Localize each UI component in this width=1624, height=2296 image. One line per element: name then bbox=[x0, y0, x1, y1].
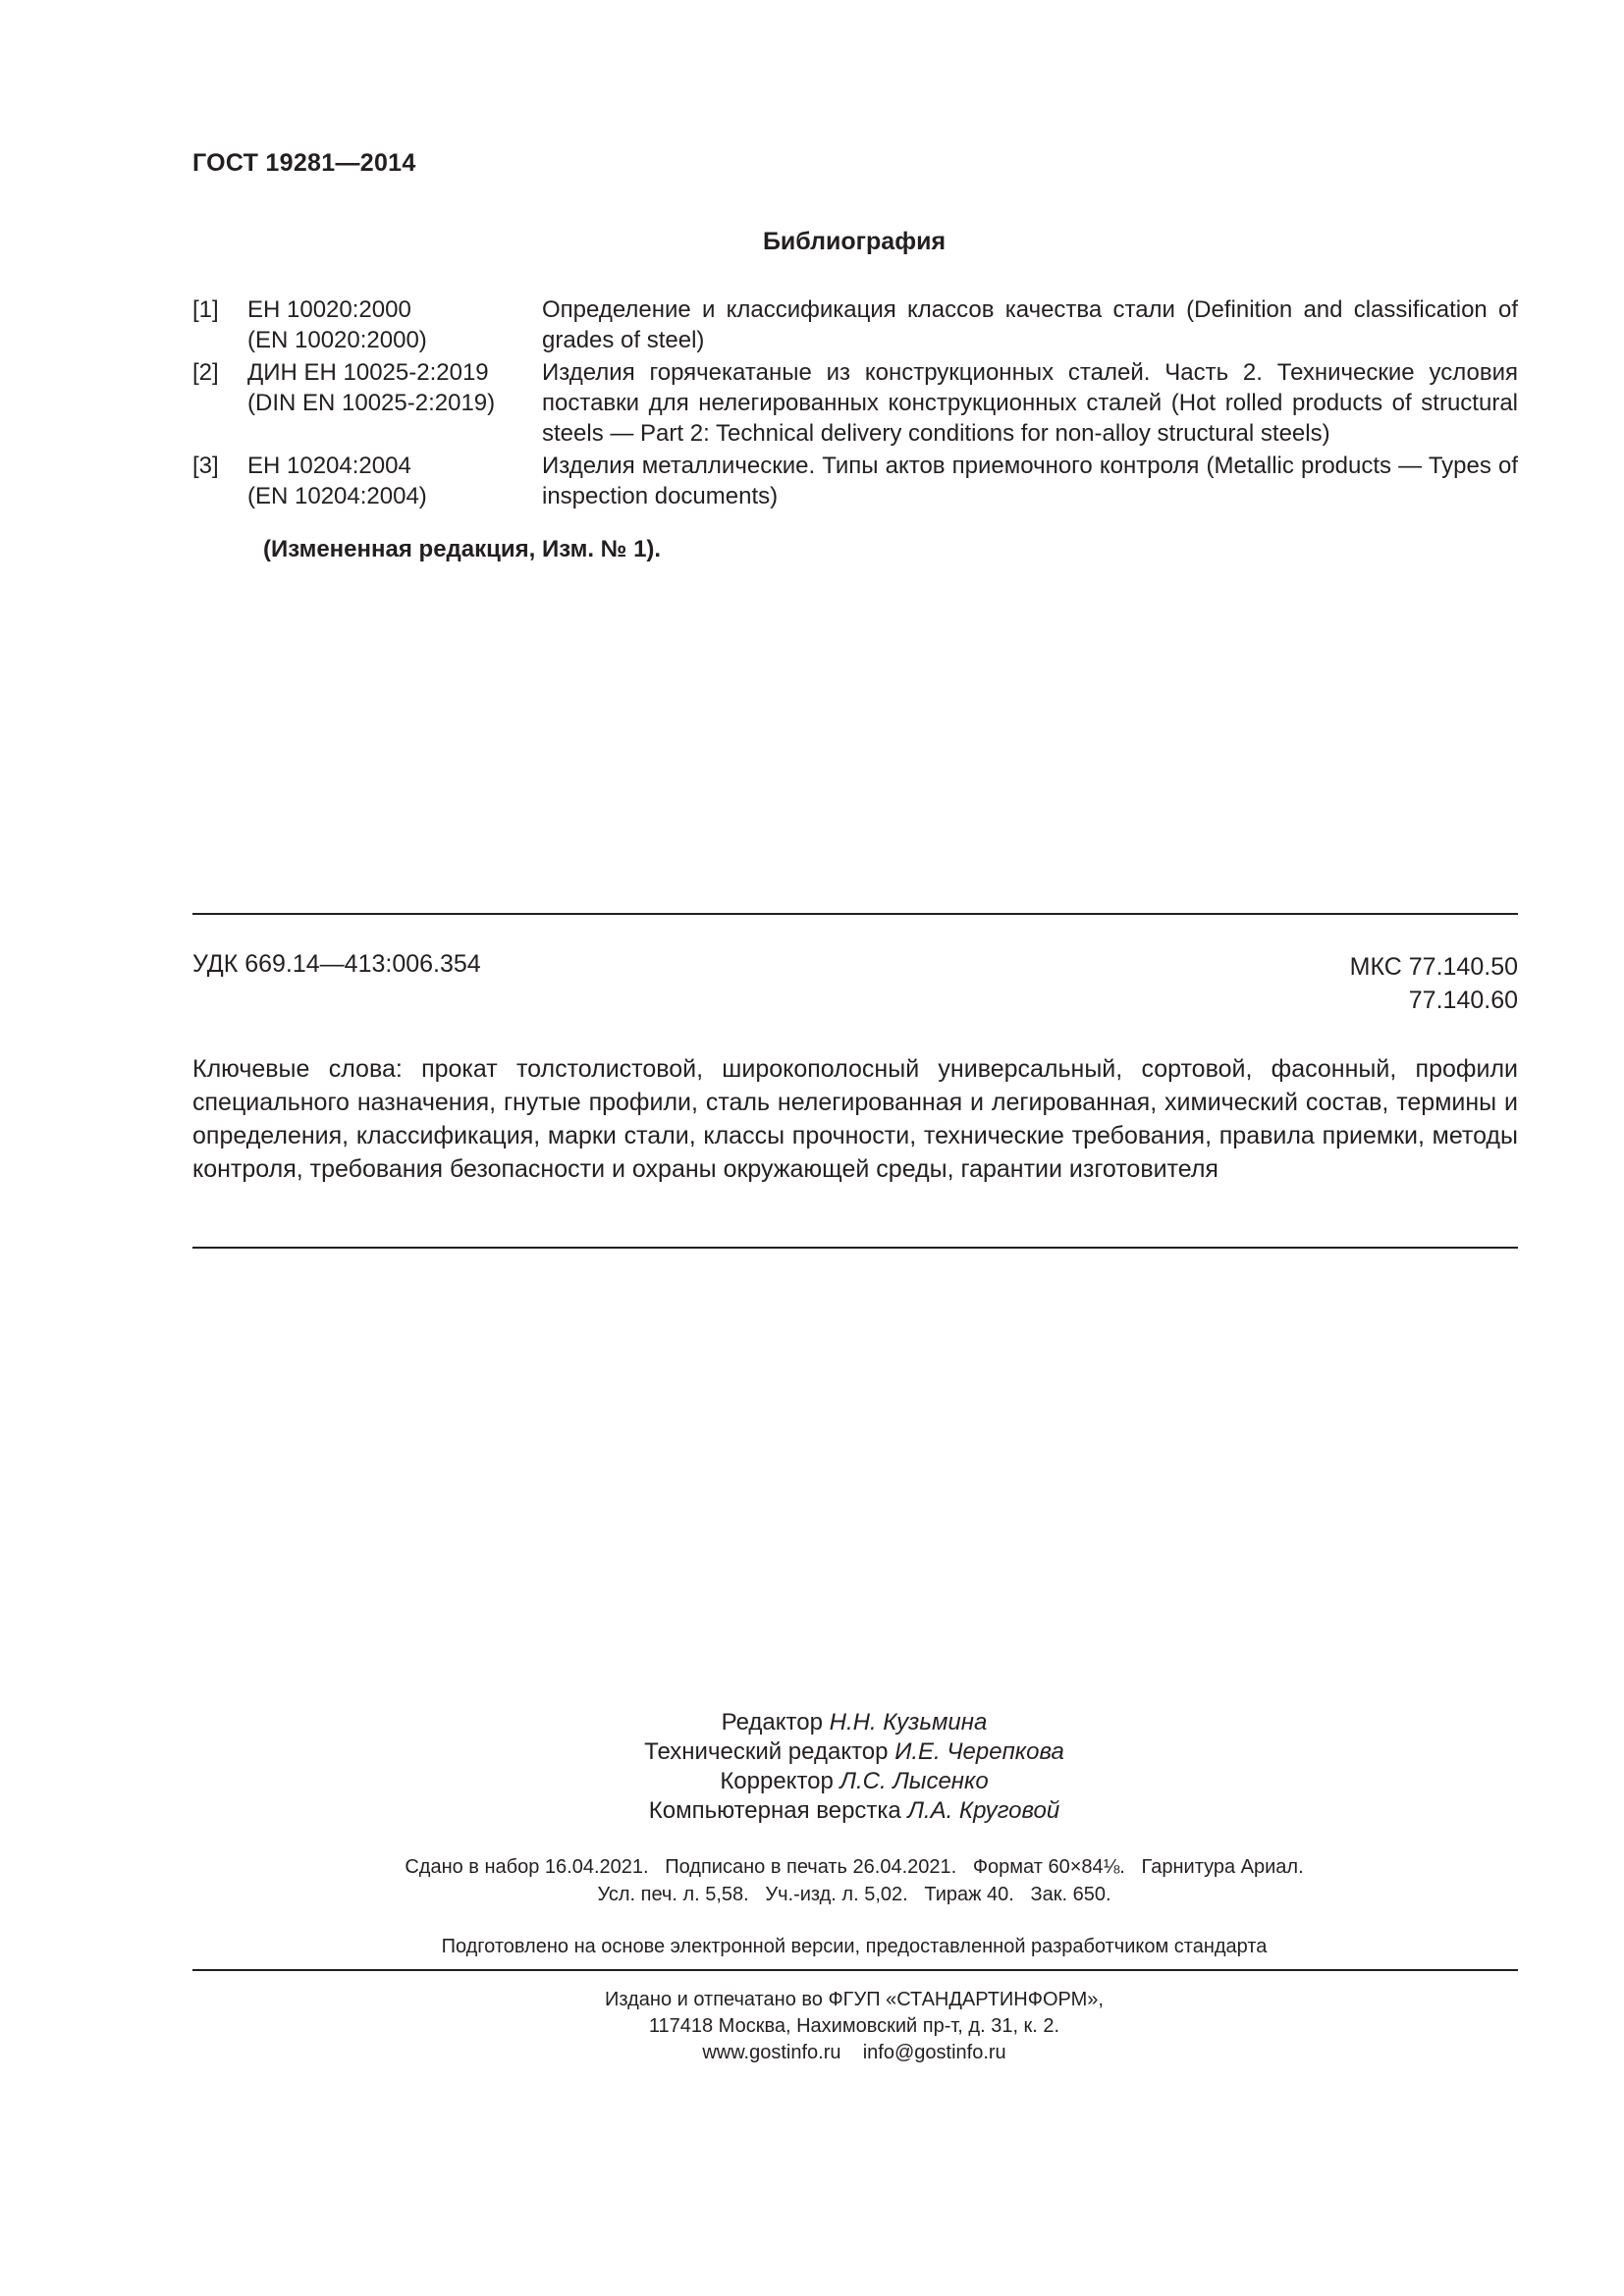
print-info-line-2: Усл. печ. л. 5,58. Уч.-изд. л. 5,02. Тираж 40. Зак. 650. bbox=[597, 1884, 1111, 1905]
page-header-standard: ГОСТ 19281—2014 bbox=[192, 149, 416, 177]
credit-editor: Редактор Н.Н. Кузьмина bbox=[721, 1709, 988, 1735]
entry-number: [3] bbox=[192, 453, 219, 479]
entry-code-en: (DIN EN 10025-2:2019) bbox=[247, 390, 496, 416]
entry-code bbox=[247, 294, 552, 355]
bibliography-title: Библиография bbox=[762, 228, 947, 255]
publisher-line-1: Издано и отпечатано во ФГУП «СТАНДАРТИНФОРМ», bbox=[605, 1989, 1104, 2010]
entry-title: Изделия металлические. Типы актов приемочного контроля (Metallic products — Types of inspection documents) bbox=[542, 453, 1518, 509]
prepared-note: Подготовлено на основе электронной версии, предоставленной разработчиком стандарта bbox=[441, 1936, 1268, 1957]
bibliography-list bbox=[192, 294, 1518, 513]
bibliography-entry bbox=[192, 357, 1518, 449]
amendment-note: (Измененная редакция, Изм. № 1). bbox=[263, 536, 662, 562]
mks-code-2: 77.140.60 bbox=[1408, 987, 1518, 1014]
entry-code-ru: ЕН 10204:2004 bbox=[247, 453, 411, 479]
divider-bottom bbox=[192, 1969, 1518, 1971]
entry-number: [2] bbox=[192, 359, 219, 386]
mks-code-1: МКС 77.140.50 bbox=[1349, 953, 1518, 981]
credit-layout: Компьютерная верстка Л.А. Круговой bbox=[648, 1797, 1060, 1824]
mks-codes bbox=[1350, 950, 1518, 1017]
udk-code: УДК 669.14—413:006.354 bbox=[192, 950, 481, 978]
entry-number: [1] bbox=[192, 296, 219, 323]
print-info bbox=[0, 1853, 1624, 1908]
publisher-line-3: www.gostinfo.ru info@gostinfo.ru bbox=[702, 2042, 1006, 2063]
divider-middle bbox=[192, 1247, 1518, 1249]
bibliography-entry bbox=[192, 294, 1518, 355]
credit-tech-editor: Технический редактор И.Е. Черепкова bbox=[644, 1738, 1064, 1765]
bibliography-entry bbox=[192, 451, 1518, 511]
entry-title: Изделия горячекатаные из конструкционных сталей. Часть 2. Технические условия поставки для нелегированных конструкционных сталей (Hot rolled products of structural steels — Part 2: Technical delivery conditions for non-alloy structural steels) bbox=[542, 359, 1518, 447]
entry-code-ru: ДИН ЕН 10025-2:2019 bbox=[247, 359, 489, 386]
credit-proofreader: Корректор Л.С. Лысенко bbox=[720, 1768, 989, 1794]
entry-code bbox=[247, 357, 552, 418]
entry-code bbox=[247, 451, 552, 511]
entry-title: Определение и классификация классов качества стали (Definition and classification of grades of steel) bbox=[542, 296, 1518, 353]
entry-code-en: (EN 10204:2004) bbox=[247, 483, 427, 509]
publisher-line-2: 117418 Москва, Нахимовский пр-т, д. 31, к. 2. bbox=[648, 2015, 1060, 2037]
publisher-block bbox=[0, 1987, 1624, 2066]
entry-code-ru: ЕН 10020:2000 bbox=[247, 296, 411, 323]
keywords-paragraph: Ключевые слова: прокат толстолистовой, широкополосный универсальный, сортовой, фасонный, профили специального назначения, гнутые профили, сталь нелегированная и легированная, химический состав, термины и определения, классификация, марки стали, классы прочности, технические требования, правила приемки, методы контроля, требования безопасности и охраны окружающей среды, гарантии изготовителя bbox=[192, 1055, 1518, 1183]
divider-top bbox=[192, 913, 1518, 915]
credits-block bbox=[0, 1708, 1624, 1826]
print-info-line-1: Сдано в набор 16.04.2021. Подписано в печать 26.04.2021. Формат 60×84⅛. Гарнитура Ариал. bbox=[405, 1856, 1304, 1878]
entry-code-en: (EN 10020:2000) bbox=[247, 327, 427, 353]
